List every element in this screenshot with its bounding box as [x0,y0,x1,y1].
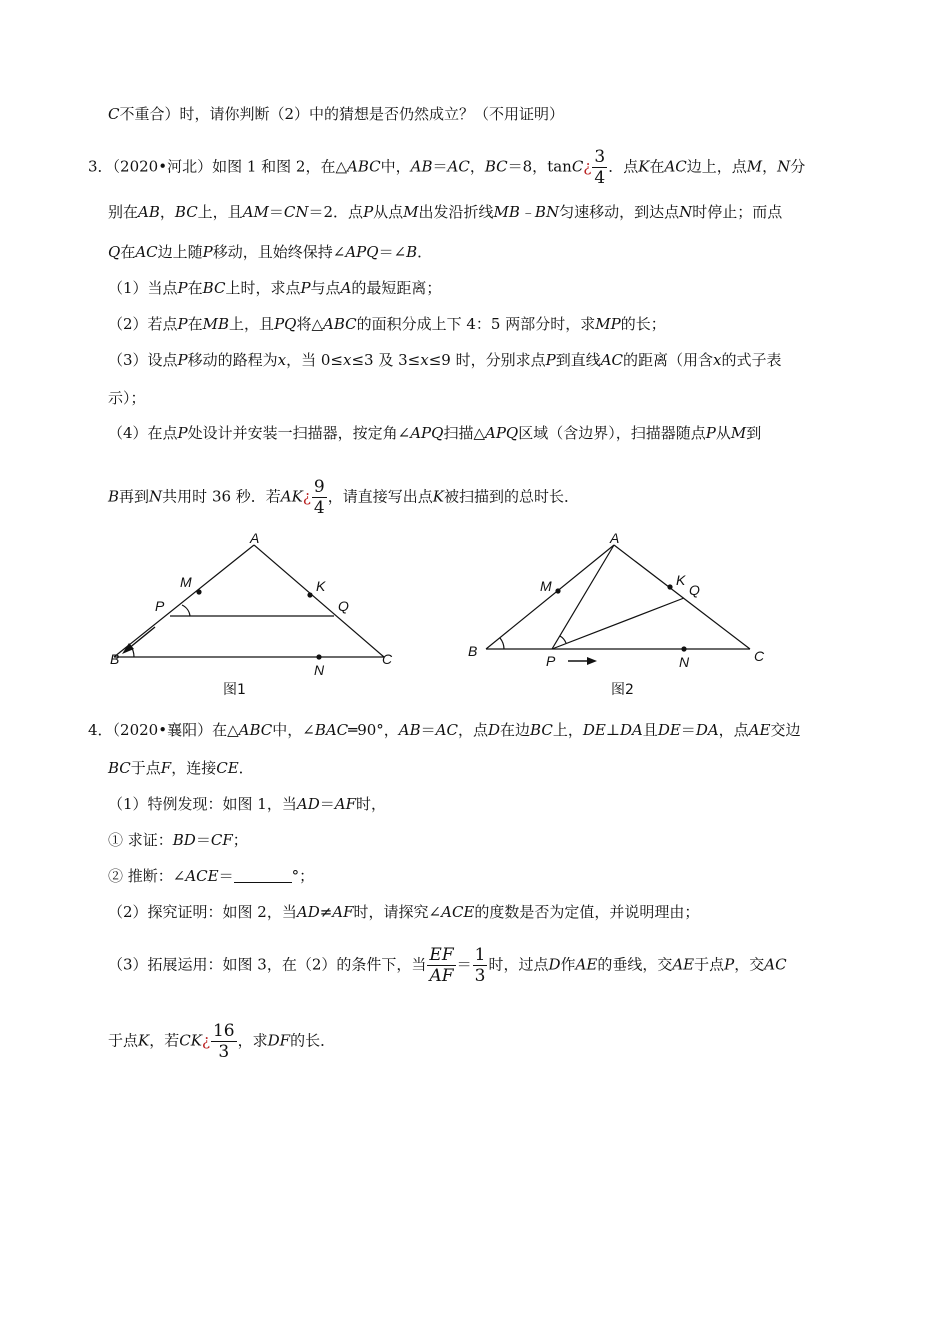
fig1-label-Q: Q [338,598,349,614]
fig1-label-N: N [314,662,325,678]
problem-3-sub-4: （4）在点P处设计并安装一扫描器，按定角∠APQ扫描△APQ区域（含边界），扫描器随点P从M到 [108,424,762,442]
problem-4-sub-2: （2）探究证明：如图 2，当AD≠AF时，请探究∠ACE的度数是否为定值，并说明理由； [108,903,700,921]
fig2-label-B: B [468,643,478,659]
fig1-label-C: C [382,651,393,667]
fig2-label-C: C [754,648,765,664]
fig1-caption: 图1 [223,682,246,698]
fig2-caption: 图2 [611,682,634,698]
problem-3-line-3: Q在AC边上随P移动，且始终保持∠APQ＝∠B． [108,243,433,261]
fig1-label-B: B [110,651,120,667]
problem-3-line-1: 3．（2020•河北）如图 1 和图 2，在△ABC中，AB＝AC，BC＝8，tanC¿ $\frac{3}{4}$ ．点K在AC边上，点M，N分 [88,147,806,188]
problem-3-line-2: 别在AB，BC上，且AM＝CN＝2．点P从点M出发沿折线MB﹣BN匀速移动，到达点N时停止；而点 [108,203,783,221]
fig1-label-P: P [155,598,165,614]
fraction-16-3: $\frac{16}{3}$ [212,1021,235,1062]
fig2-label-N: N [679,654,690,670]
fig1-label-K: K [316,578,326,594]
problem-3-sub-2: （2）若点P在MB上，且PQ将△ABC的面积分成上下 4：5 两部分时，求MP的长； [108,315,666,333]
problem-3-sub-3-cont: 示）； [108,389,146,407]
problem-4-sub-1: （1）特例发现：如图 1，当AD＝AF时， [108,795,386,813]
answer-blank[interactable] [234,868,292,883]
fraction-9-4: $\frac{9}{4}$ [313,477,325,518]
fig2-label-Q: Q [689,582,700,598]
fraction-ef-af: $\frac{EF}{AF}$ [429,945,454,986]
continuation-line: C不重合）时，请你判断（2）中的猜想是否仍然成立？（不用证明） [108,105,565,123]
problem-4-line-1: 4．（2020•襄阳）在△ABC中，∠BAC═90°，AB＝AC，点D在边BC上，DE⊥DA且DE＝DA，点AE交边 [88,721,801,739]
fig1-label-M: M [180,574,192,590]
problem-4-sub-1-ii: ② 推断：∠ACE＝ °； [108,867,315,885]
problem-4-sub-3-cont: 于点K，若CK¿ $\frac{16}{3}$ ，求DF的长． [108,1021,336,1062]
fraction-1-3: $\frac{1}{3}$ [474,945,486,986]
problem-3-sub-4-cont: B再到N共用时 36 秒．若AK¿ $\frac{9}{4}$ ，请直接写出点K被扫描到的总时长． [108,477,579,518]
problem-4-sub-1-i: ① 求证：BD＝CF； [108,831,248,849]
fig2-label-K: K [676,572,686,588]
problem-3-sub-3: （3）设点P移动的路程为x，当 0≤x≤3 及 3≤x≤9 时，分别求点P到直线AC的距离（用含x的式子表 [108,351,782,369]
fig2-label-P: P [546,653,556,669]
fig2-label-A: A [610,530,620,546]
fig1-label-A: A [250,530,260,546]
fraction-3-4: $\frac{3}{4}$ [594,147,606,188]
figure-2 [460,525,780,705]
problem-4-line-2: BC于点F，连接CE． [108,759,254,777]
problem-3-sub-1: （1）当点P在BC上时，求点P与点A的最短距离； [108,279,442,297]
problem-4-sub-3: （3）拓展运用：如图 3，在（2）的条件下，当 $\frac{EF}{AF}$ ＝ $\frac{1}{3}$ 时，过点D作AE的垂线，交AE于点P，交AC [108,945,787,986]
figure-1 [100,525,420,705]
fig2-label-M: M [540,578,552,594]
